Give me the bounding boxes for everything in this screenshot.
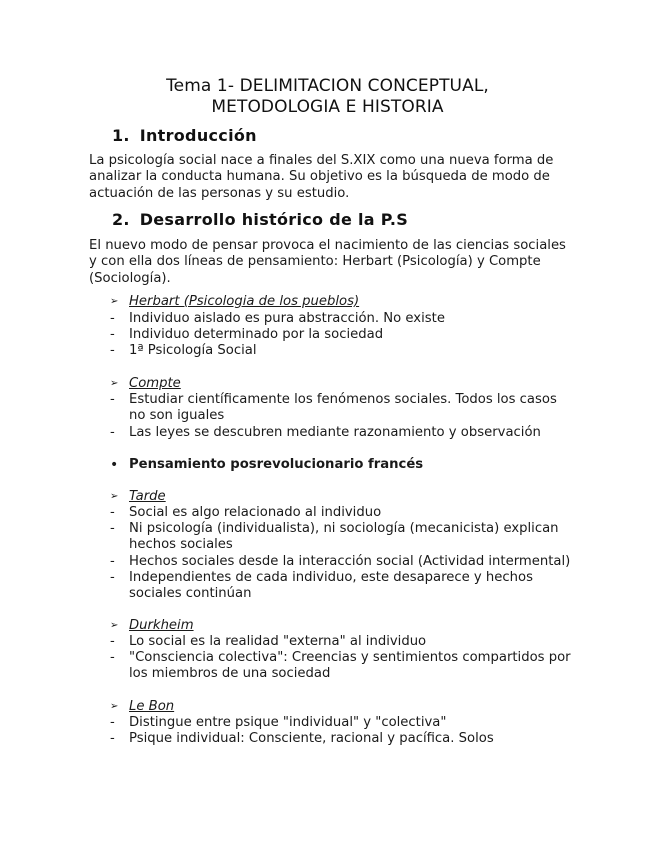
- dash-bullet-icon: -: [110, 392, 115, 407]
- dash-bullet-icon: -: [110, 311, 115, 326]
- title-line-2: METODOLOGIA E HISTORIA: [211, 97, 444, 117]
- desarrollo-paragraph: [89, 238, 569, 287]
- bold-bullet-text: Pensamiento posrevolucionario francés: [129, 457, 424, 472]
- arrow-bullet-icon: ➢: [110, 378, 119, 389]
- paragraph-line: La psicología social nace a finales del S.XIX como una nueva forma de: [89, 153, 554, 168]
- list-item-text: Individuo determinado por la sociedad: [129, 327, 384, 342]
- subheading-text: Tarde: [129, 489, 166, 504]
- intro-paragraph: [89, 153, 569, 202]
- list-item-text: Las leyes se descubren mediante razonamiento y observación: [129, 425, 541, 440]
- section-heading-desarrollo: [112, 210, 408, 229]
- dash-bullet-icon: -: [110, 425, 115, 440]
- subheading-text: Le Bon: [129, 699, 175, 714]
- list-item-text: sociales continúan: [129, 586, 252, 602]
- section-title: Desarrollo histórico de la P.S: [139, 210, 409, 229]
- paragraph-line: analizar la conducta humana. Su objetivo es la búsqueda de modo de: [89, 169, 550, 185]
- paragraph-line: El nuevo modo de pensar provoca el nacimiento de las ciencias sociales: [89, 238, 566, 253]
- paragraph-line: (Sociología).: [89, 270, 171, 286]
- list-item-text: Individuo aislado es pura abstracción. No existe: [129, 311, 445, 326]
- dash-bullet-icon: -: [110, 554, 115, 569]
- section-title: Introducción: [139, 126, 257, 145]
- dash-bullet-icon: -: [110, 634, 115, 649]
- dash-bullet-icon: -: [110, 650, 115, 665]
- paragraph-line: actuación de las personas y su estudio.: [89, 185, 350, 201]
- arrow-bullet-icon: ➢: [110, 701, 119, 712]
- list-item-text: "Consciencia colectiva": Creencias y sentimientos compartidos por: [129, 650, 571, 665]
- section-heading-introduccion: [112, 126, 257, 145]
- list-item-text: Hechos sociales desde la interacción social (Actividad intermental): [129, 554, 571, 569]
- subheading-text: Durkheim: [129, 618, 194, 633]
- subheading-text: Compte: [129, 376, 181, 391]
- list-item-text: Lo social es la realidad "externa" al individuo: [129, 634, 427, 649]
- arrow-bullet-icon: ➢: [110, 620, 119, 631]
- section-number: 2.: [112, 210, 130, 229]
- title-line-1: Tema 1- DELIMITACION CONCEPTUAL,: [166, 76, 489, 96]
- dash-bullet-icon: -: [110, 521, 115, 536]
- document-title: [0, 76, 655, 118]
- dash-bullet-icon: -: [110, 505, 115, 520]
- list-item-text: Estudiar científicamente los fenómenos sociales. Todos los casos: [129, 392, 557, 407]
- dash-bullet-icon: -: [110, 570, 115, 585]
- dash-bullet-icon: -: [110, 731, 115, 746]
- dash-bullet-icon: -: [110, 327, 115, 342]
- section-number: 1.: [112, 126, 130, 145]
- round-bullet-icon: •: [110, 457, 119, 473]
- arrow-bullet-icon: ➢: [110, 296, 119, 307]
- list-item-text: no son iguales: [129, 408, 225, 424]
- arrow-bullet-icon: ➢: [110, 491, 119, 502]
- dash-bullet-icon: -: [110, 715, 115, 730]
- list-item-text: Psique individual: Consciente, racional y pacífica. Solos: [129, 731, 494, 746]
- list-item-text: Ni psicología (individualista), ni sociología (mecanicista) explican: [129, 521, 559, 536]
- list-item-text: hechos sociales: [129, 537, 233, 553]
- list-item-text: Independientes de cada individuo, este desaparece y hechos: [129, 570, 533, 585]
- list-item-text: Distingue entre psique "individual" y "colectiva": [129, 715, 447, 730]
- list-item-text: Social es algo relacionado al individuo: [129, 505, 382, 520]
- paragraph-line: y con ella dos líneas de pensamiento: Herbart (Psicología) y Compte: [89, 254, 541, 270]
- subheading-text: Herbart (Psicologia de los pueblos): [129, 294, 360, 309]
- list-item-text: los miembros de una sociedad: [129, 666, 331, 682]
- dash-bullet-icon: -: [110, 343, 115, 358]
- list-item-text: 1ª Psicología Social: [129, 343, 257, 358]
